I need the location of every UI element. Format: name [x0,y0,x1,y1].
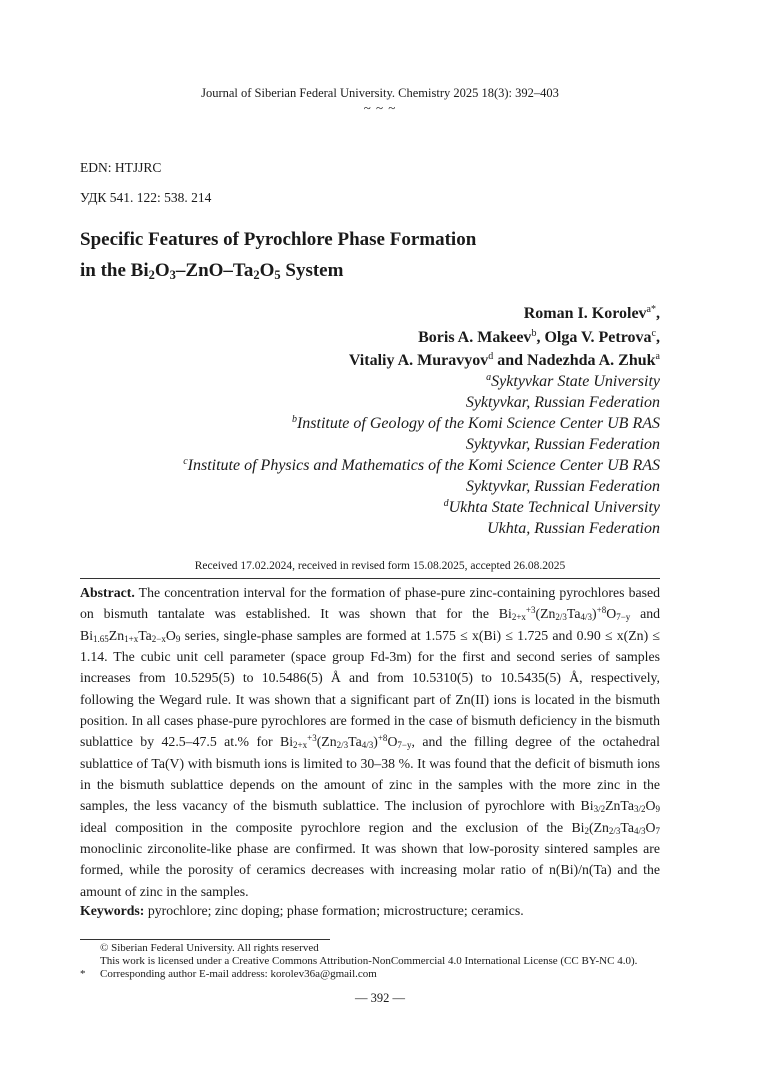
affiliation-place: Syktyvkar, Russian Federation [465,436,660,453]
author-line-3: Vitaliy A. Muravyov$^d$ and Nadezhda A. Zhuk$^a$ [348,351,660,369]
abstract-label: Abstract. [80,585,135,600]
received-dates: Received 17.02.2024, received in revised form 15.08.2025, accepted 26.08.2025 [194,560,566,572]
keywords-label: Keywords: [80,903,145,918]
footnote-license: This work is licensed under a Creative Commons Attribution-NonCommercial 4.0 International License (CC BY-NC 4.0). [100,955,638,968]
affiliation-name: $^c$Institute of Physics and Mathematics of the Komi Science Center UB RAS [183,456,660,474]
title-line-2: in the $Bi_2O_3-ZnO-Ta_2O_5$ System [80,260,344,282]
title-line-1: Specific Features of Pyrochlore Phase Formation [80,229,477,250]
journal-header: Journal of Siberian Federal University. Chemistry 2025 18(3): 392–403 [201,86,559,100]
affiliation-name: $^b$Institute of Geology of the Komi Science Center UB RAS [291,414,660,432]
affiliation-place: Syktyvkar, Russian Federation [465,478,660,495]
abstract: Abstract. The concentration interval for the formation of phase-pure zinc-containing pyrochlores based on bismuth tantalate was established. It was shown that for the $Bi_{2+x}^{+3}(Zn_{2/3}Ta_{4/3})^{+8}O_{7-y}$ and $Bi_{1.65}Zn_{1+x}Ta_{2-x}O_9$ series, single-phase samples are formed at 1.575 ≤ x(Bi) ≤ 1.725 and 0.90 ≤ x(Zn) ≤ 1.14. The cubic unit cell parameter (space group Fd-3m) for the first and second series of samples increases from 10.5295(5) to 10.5486(5) Å and from 10.5310(5) to 10.5435(5) Å, respectively, following the Wegard rule. It was shown that a significant part of Zn(II) ions is located in the bismuth position. In all cases phase-pure pyrochlores are formed in the case of bismuth deficiency in the bismuth sublattice by 42.5–47.5 at.% for $Bi_{2+x}^{+3}(Zn_{2/3}Ta_{4/3})^{+8}O_{7-y}$, and the filling degree of the octahedral sublattice of Ta(V) with bismuth ions is limited to 30–38 %. It was found that the deficit of bismuth ions in the bismuth sublattice depends on the amount of zinc in the samples with the more zinc in the samples, the less vacancy of the bismuth sublattice. The inclusion of pyrochlore with $Bi_{3/2}ZnTa_{3/2}O_9$ ideal composition in the composite pyrochlore region and the exclusion of the $Bi_2(Zn_{2/3}Ta_{4/3}O_7$ monoclinic zirconolite-like phase are confirmed. It was shown that low-porosity sintered samples are formed, while the porosity of ceramics decreases with increasing molar ratio of n(Bi)/n(Ta) and the amount of zinc in the samples. [80,585,661,899]
author-name: Nadezhda A. Zhuk [527,352,656,369]
footnote-divider [80,939,330,940]
abstract-divider [80,578,660,579]
affiliation-list [183,371,660,539]
footnotes [80,942,700,982]
author-name: Roman I. Korolev [523,305,647,322]
header-separator: ~ ~ ~ [363,100,397,115]
footnote-copyright: © Siberian Federal University. All rights reserved [100,942,319,954]
author-list [349,302,660,373]
author-name: Boris A. Makeev [418,328,532,346]
author-line-2: Boris A. Makeev$^b$, Olga V. Petrova$^c$, [418,327,660,346]
footnote-corresponding: * Corresponding author E-mail address: korolev36a@gmail.com [80,968,377,981]
affiliation-place: Syktyvkar, Russian Federation [465,394,660,411]
page-number: — 392 — [355,991,405,1005]
article-title [80,224,700,286]
author-line-1: Roman I. Korolev$^{a*}$, [523,304,660,322]
affiliation-name: $^d$Ukhta State Technical University [443,498,660,516]
udk-code: УДК 541. 122: 538. 214 [80,190,212,205]
edn-code: EDN: HTJJRC [80,160,162,175]
keywords: Keywords: pyrochlore; zinc doping; phase formation; microstructure; ceramics. [80,903,524,918]
affiliation-place: Ukhta, Russian Federation [487,520,660,537]
affiliation-name: $^a$Syktyvkar State University [486,372,660,390]
author-name: Olga V. Petrova [544,328,652,346]
author-name: Vitaliy A. Muravyov [348,352,489,369]
